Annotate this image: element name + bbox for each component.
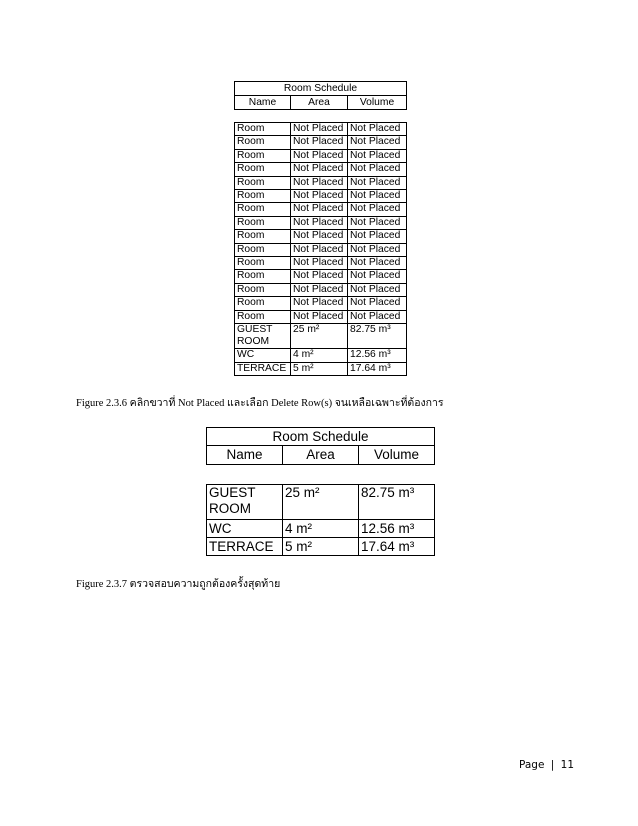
cell-area: 4 m² xyxy=(291,349,348,362)
column-header-name: Name xyxy=(207,446,283,465)
cell-volume: Not Placed xyxy=(348,310,407,323)
cell-name: Room xyxy=(235,203,291,216)
cell-volume: 12.56 m³ xyxy=(359,520,435,538)
cell-name: Room xyxy=(235,297,291,310)
cell-area: Not Placed xyxy=(291,203,348,216)
cell-volume: Not Placed xyxy=(348,283,407,296)
table-row xyxy=(207,538,435,556)
cell-area: Not Placed xyxy=(291,136,348,149)
cell-volume: Not Placed xyxy=(348,270,407,283)
table-row xyxy=(235,190,407,203)
cell-name: Room xyxy=(235,163,291,176)
table-row xyxy=(235,270,407,283)
table-row xyxy=(235,362,407,375)
figure-caption-2-3-7: Figure 2.3.7 ตรวจสอบความถูกต้องครั้งสุดท้าย xyxy=(76,579,281,590)
table-row xyxy=(235,216,407,229)
cell-volume: Not Placed xyxy=(348,149,407,162)
schedule-spacer-row xyxy=(207,465,435,485)
column-header-volume: Volume xyxy=(359,446,435,465)
room-schedule-table-1 xyxy=(234,81,407,376)
cell-name: Room xyxy=(235,123,291,136)
cell-name: Room xyxy=(235,243,291,256)
table-row xyxy=(235,257,407,270)
cell-volume: Not Placed xyxy=(348,123,407,136)
cell-area: Not Placed xyxy=(291,243,348,256)
cell-volume: Not Placed xyxy=(348,257,407,270)
schedule-spacer-row xyxy=(235,110,407,123)
cell-volume: 82.75 m³ xyxy=(359,485,435,520)
page-footer xyxy=(519,759,574,771)
schedule-title: Room Schedule xyxy=(235,82,407,96)
cell-volume: Not Placed xyxy=(348,230,407,243)
cell-volume: Not Placed xyxy=(348,136,407,149)
cell-name: TERRACE xyxy=(207,538,283,556)
cell-area: 25 m² xyxy=(283,485,359,520)
page-separator: | xyxy=(550,759,555,771)
room-schedule-table-2 xyxy=(206,427,435,556)
cell-name: TERRACE xyxy=(235,362,291,375)
cell-area: 4 m² xyxy=(283,520,359,538)
cell-volume: 17.64 m³ xyxy=(359,538,435,556)
cell-name: GUEST ROOM xyxy=(207,485,283,520)
cell-volume: Not Placed xyxy=(348,163,407,176)
cell-volume: 17.64 m³ xyxy=(348,362,407,375)
cell-name: Room xyxy=(235,190,291,203)
table-row xyxy=(235,310,407,323)
table-row xyxy=(207,485,435,520)
cell-area: Not Placed xyxy=(291,216,348,229)
column-header-area: Area xyxy=(291,96,348,110)
cell-volume: 12.56 m³ xyxy=(348,349,407,362)
cell-area: Not Placed xyxy=(291,297,348,310)
cell-volume: Not Placed xyxy=(348,203,407,216)
table-row xyxy=(235,283,407,296)
table-row xyxy=(235,230,407,243)
column-header-name: Name xyxy=(235,96,291,110)
table-row xyxy=(207,520,435,538)
schedule-header-row xyxy=(207,446,435,465)
cell-area: Not Placed xyxy=(291,270,348,283)
schedule-title-row xyxy=(235,82,407,96)
page-label: Page xyxy=(519,759,545,771)
table-row xyxy=(235,297,407,310)
cell-area: Not Placed xyxy=(291,230,348,243)
table-row xyxy=(235,149,407,162)
cell-volume: Not Placed xyxy=(348,216,407,229)
cell-name: GUEST ROOM xyxy=(235,324,291,349)
cell-area: 5 m² xyxy=(283,538,359,556)
cell-volume: Not Placed xyxy=(348,176,407,189)
cell-area: Not Placed xyxy=(291,149,348,162)
room-schedule-table-1-body xyxy=(235,82,407,376)
table-row xyxy=(235,243,407,256)
cell-area: Not Placed xyxy=(291,123,348,136)
cell-name: Room xyxy=(235,136,291,149)
cell-area: Not Placed xyxy=(291,283,348,296)
table-row xyxy=(235,203,407,216)
cell-area: Not Placed xyxy=(291,257,348,270)
cell-area: Not Placed xyxy=(291,190,348,203)
figure-caption-2-3-6: Figure 2.3.6 คลิกขวาที่ Not Placed และเลือก Delete Row(s) จนเหลือเฉพาะที่ต้องการ xyxy=(76,398,444,409)
cell-volume: Not Placed xyxy=(348,243,407,256)
cell-name: Room xyxy=(235,283,291,296)
table-row xyxy=(235,163,407,176)
cell-name: WC xyxy=(207,520,283,538)
table-row xyxy=(235,349,407,362)
table-row xyxy=(235,176,407,189)
cell-name: WC xyxy=(235,349,291,362)
cell-area: Not Placed xyxy=(291,163,348,176)
cell-area: Not Placed xyxy=(291,176,348,189)
column-header-area: Area xyxy=(283,446,359,465)
table-row xyxy=(235,324,407,349)
cell-name: Room xyxy=(235,149,291,162)
cell-name: Room xyxy=(235,270,291,283)
cell-name: Room xyxy=(235,230,291,243)
cell-area: Not Placed xyxy=(291,310,348,323)
cell-volume: Not Placed xyxy=(348,190,407,203)
cell-area: 5 m² xyxy=(291,362,348,375)
room-schedule-table-2-body xyxy=(207,428,435,556)
page-number: 11 xyxy=(560,759,575,771)
schedule-header-row xyxy=(235,96,407,110)
schedule-title: Room Schedule xyxy=(207,428,435,446)
cell-volume: 82.75 m³ xyxy=(348,324,407,349)
cell-volume: Not Placed xyxy=(348,297,407,310)
cell-name: Room xyxy=(235,176,291,189)
cell-name: Room xyxy=(235,216,291,229)
schedule-title-row xyxy=(207,428,435,446)
column-header-volume: Volume xyxy=(348,96,407,110)
table-row xyxy=(235,136,407,149)
cell-name: Room xyxy=(235,310,291,323)
cell-area: 25 m² xyxy=(291,324,348,349)
table-row xyxy=(235,123,407,136)
cell-name: Room xyxy=(235,257,291,270)
